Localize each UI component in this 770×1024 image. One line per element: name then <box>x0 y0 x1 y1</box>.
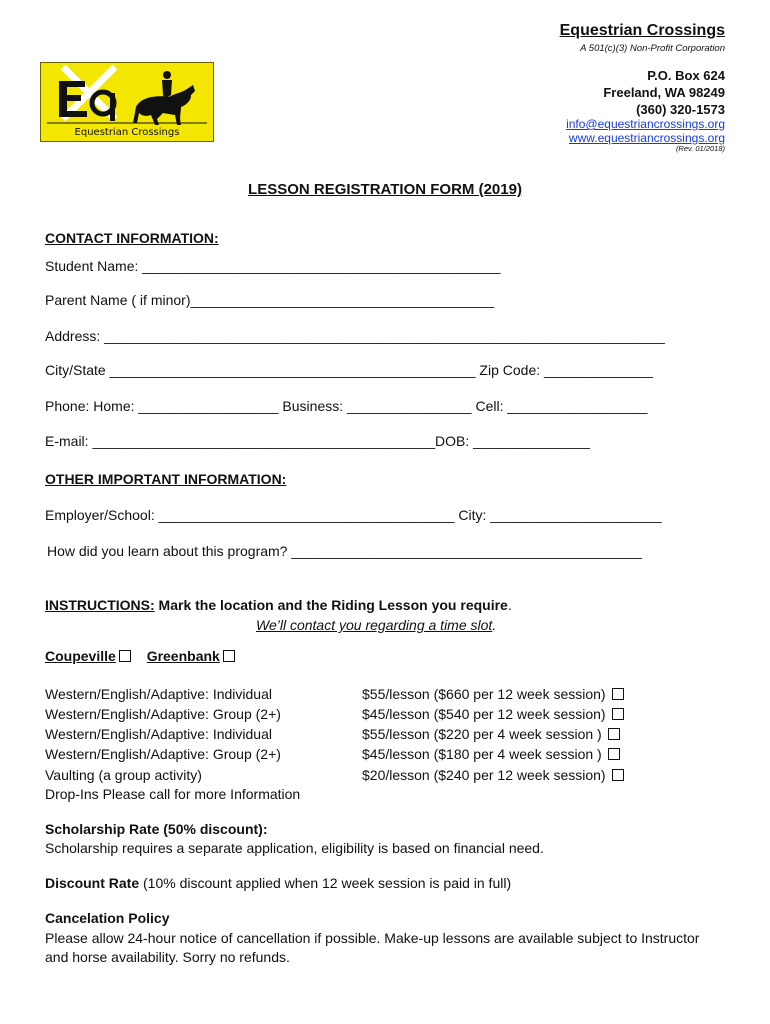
location-greenbank-label: Greenbank <box>146 648 220 664</box>
location-options <box>45 648 235 664</box>
instructions-period: . <box>507 597 512 613</box>
revision-note: (Rev. 01/2018) <box>675 144 725 153</box>
logo <box>40 62 214 142</box>
lesson-name-3: Western/English/Adaptive: Individual <box>45 726 272 742</box>
discount-label: Discount Rate <box>45 875 140 891</box>
address-field[interactable]: Address: ________________________________________________________________________ <box>45 328 665 344</box>
lesson-price-5: $20/lesson ($240 per 12 week session) <box>362 767 624 783</box>
lesson-price-1: $55/lesson ($660 per 12 week session) <box>362 686 624 702</box>
lesson-price-4: $45/lesson ($180 per 4 week session ) <box>362 746 620 762</box>
website-link[interactable]: www.equestriancrossings.org <box>568 131 725 145</box>
parent-name-field[interactable]: Parent Name ( if minor)_______________________________________ <box>45 292 495 308</box>
location-coupeville-label: Coupeville <box>45 648 116 664</box>
instructions-label: INSTRUCTIONS: <box>45 597 155 613</box>
employer-school-field[interactable]: Employer/School: ______________________________________ City: ______________________ <box>45 507 662 523</box>
scholarship-heading: Scholarship Rate (50% discount): <box>45 821 268 837</box>
cancelation-text: Please allow 24-hour notice of cancellation if possible. Make-up lessons are available subject to Instructor and horse availability. Sorry no refunds. <box>45 930 700 965</box>
lesson-price-2: $45/lesson ($540 per 12 week session) <box>362 706 624 722</box>
lesson-checkbox-3[interactable] <box>608 728 620 740</box>
location-greenbank-checkbox[interactable] <box>223 650 235 662</box>
lesson-name-1: Western/English/Adaptive: Individual <box>45 686 272 702</box>
cancelation-heading: Cancelation Policy <box>45 910 170 926</box>
form-title: LESSON REGISTRATION FORM (2019) <box>248 181 522 198</box>
contact-note-text: We’ll contact you regarding a time slot <box>256 617 493 633</box>
lesson-price-3: $55/lesson ($220 per 4 week session ) <box>362 726 620 742</box>
student-name-field[interactable]: Student Name: ______________________________________________ <box>45 258 501 274</box>
phone-number: (360) 320-1573 <box>636 102 725 117</box>
location-coupeville-checkbox[interactable] <box>119 650 131 662</box>
discount-rate <box>45 875 511 891</box>
email-link[interactable]: info@equestriancrossings.org <box>566 117 725 131</box>
lesson-checkbox-5[interactable] <box>612 769 624 781</box>
contact-note-period: . <box>492 617 497 633</box>
dropins-note: Drop-Ins Please call for more Information <box>45 786 301 802</box>
logo-text: Equestrian Crossings <box>74 127 180 138</box>
phone-fields[interactable]: Phone: Home: __________________ Business: ________________ Cell: __________________ <box>45 398 648 414</box>
lesson-name-5: Vaulting (a group activity) <box>45 767 202 783</box>
contact-note <box>256 617 496 633</box>
lesson-checkbox-4[interactable] <box>608 748 620 760</box>
lesson-name-4: Western/English/Adaptive: Group (2+) <box>45 746 281 762</box>
address-line-2: Freeland, WA 98249 <box>603 85 725 100</box>
address-line-1: P.O. Box 624 <box>647 68 725 83</box>
org-name: Equestrian Crossings <box>559 22 725 39</box>
city-state-zip-field[interactable]: City/State _______________________________________________ Zip Code: ______________ <box>45 362 654 378</box>
lesson-checkbox-1[interactable] <box>612 688 624 700</box>
contact-heading: CONTACT INFORMATION: <box>45 230 219 246</box>
discount-text: (10% discount applied when 12 week session is paid in full) <box>139 875 512 891</box>
scholarship-text: Scholarship requires a separate application, eligibility is based on financial need. <box>45 840 544 856</box>
how-learned-field[interactable]: How did you learn about this program? _____________________________________________ <box>47 543 642 559</box>
instructions <box>45 597 512 613</box>
lesson-name-2: Western/English/Adaptive: Group (2+) <box>45 706 281 722</box>
email-dob-field[interactable]: E-mail: ____________________________________________DOB: _______________ <box>45 433 590 449</box>
org-subtitle: A 501(c)(3) Non-Profit Corporation <box>580 43 725 54</box>
lesson-checkbox-2[interactable] <box>612 708 624 720</box>
instructions-text: Mark the location and the Riding Lesson you require <box>154 597 508 613</box>
other-info-heading: OTHER IMPORTANT INFORMATION: <box>45 471 287 487</box>
